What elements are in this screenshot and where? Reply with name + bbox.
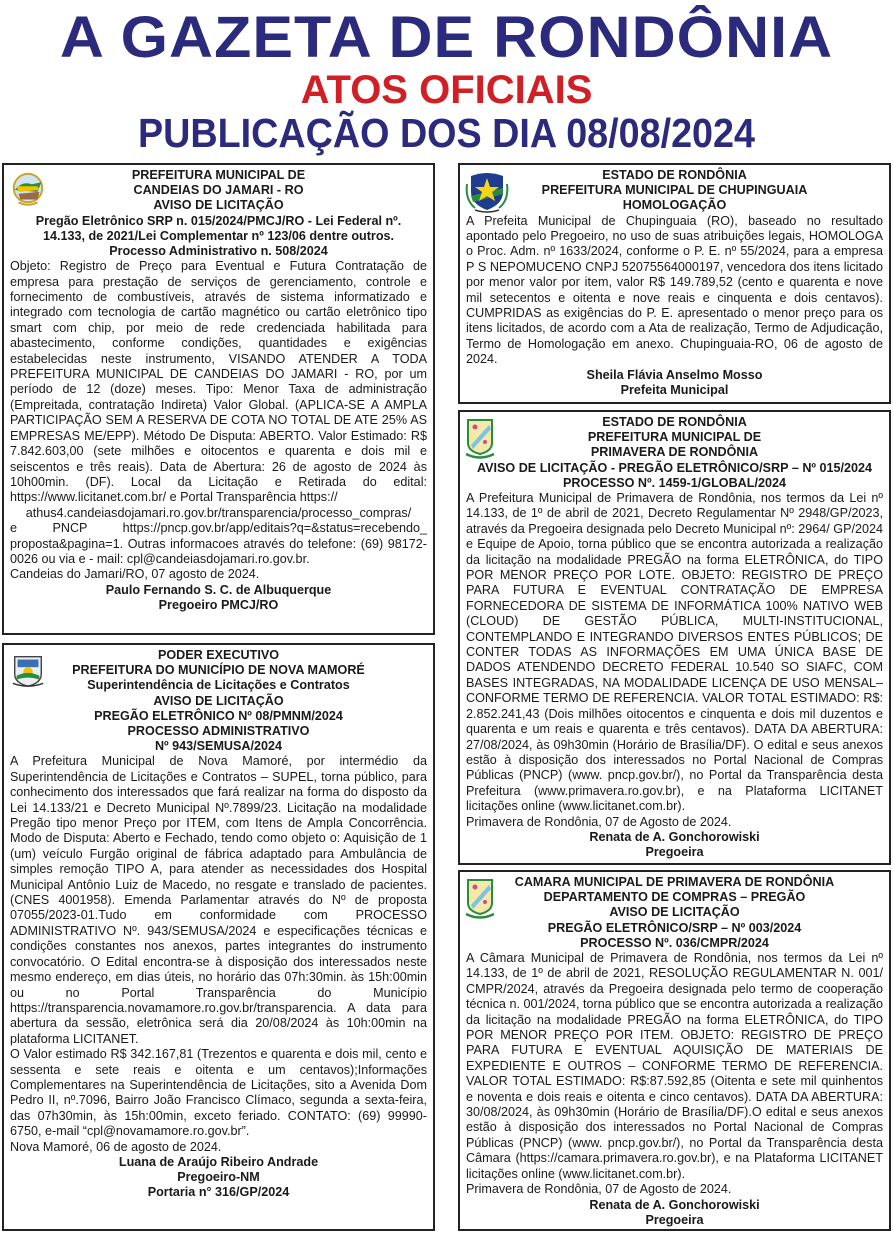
signer-title: Pregoeira xyxy=(645,845,704,860)
signature-block xyxy=(466,830,883,860)
masthead xyxy=(0,0,893,160)
signer-ordinance: Portaria n° 316/GP/2024 xyxy=(147,1185,290,1200)
notice-type: AVISO DE LICITAÇÃO xyxy=(153,198,284,213)
signer-title: Pregoeiro-NM xyxy=(177,1170,260,1185)
notice-body xyxy=(466,491,883,830)
notice-header xyxy=(466,875,883,951)
issuer-line: ESTADO DE RONDÔNIA xyxy=(602,168,747,182)
primavera-de-rondonia-coat-of-arms-icon xyxy=(465,417,495,461)
procurement-reference: PREGÃO ELETRÔNICO/SRP – Nº 003/2024 xyxy=(547,920,802,935)
procurement-reference: AVISO DE LICITAÇÃO - PREGÃO ELETRÔNICO/SRP – Nº 015/2024 xyxy=(476,460,873,475)
place-date: Nova Mamoré, 06 de agosto de 2024. xyxy=(10,1139,222,1154)
section-title: ATOS OFICIAIS xyxy=(300,68,593,112)
place-date: Primavera de Rondônia, 07 de Agosto de 2024. xyxy=(466,814,732,829)
signer-name: Renata de A. Gonchorowiski xyxy=(589,829,760,844)
notice-candeias-do-jamari xyxy=(2,163,435,635)
procurement-reference: PREGÃO ELETRÔNICO Nº 08/PMNM/2024 xyxy=(94,708,343,723)
notice-text: e PNCP https://pncp.gov.br/app/editais?q=&status=recebendo_ proposta&pagina=1. Outras informacoes através do telefone: (69) 98172-0026 ou via e - mail: cpl@candeiasdojamari.ro.gov.br. xyxy=(10,521,427,566)
notice-primavera-de-rondonia xyxy=(458,410,891,865)
signer-name: Paulo Fernando S. C. de Albuquerque xyxy=(105,582,332,597)
process-number: Processo Administrativo n. 508/2024 xyxy=(109,244,328,259)
place-date: Candeias do Jamari/RO, 07 agosto de 2024. xyxy=(10,567,260,582)
notice-text: A Prefeita Municipal de Chupinguaia (RO), baseado no resultado apontado pelo Pregoeiro, no uso de suas atribuições legais, HOMOLOGA o Proc. Adm. nº 1633/2024, conforme o P. E. nº 55/2024, para a empresa P S NEPOMUCENO CNPJ 52075564000197, vencedora dos itens licitado por menor valor por item, valor R$ 149.789,52 (cento e quarenta e nove mil setecentos e oitenta e nove reais e cinquenta e dois centavos). CUMPRIDAS as exigências do P. E. apresentado o menor preço para os itens licitados, de acordo com a Ata de realização, Termo de Adjudicação, Termo de Homologação em anexo. Chupinguaia-RO, 06 de agosto de 2024. xyxy=(466,213,883,367)
issuer-line: PODER EXECUTIVO xyxy=(157,648,280,662)
notice-text: A Prefeitura Municipal de Primavera de Rondônia, nos termos da Lei nº 14.133, de 1º de abril de 2021, Decreto Regulamentar Nº 2948/GP/2023, através da Pregoeira designada pelo Decreto Municipal nº: 2964/ GP/2024 e Equipe de Apoio, torna público que se encontra autorizada a realização da licitação na modalidade PREGÃO na forma ELETRÔNICA, do TIPO POR MENOR PREÇO POR LOTE. OBJETO: REGISTRO DE PREÇO PARA FUTURA E EVENTUAL CONTRATAÇÃO DE EMPRESA FORNECEDORA DE SISTEMA DE INFORMÁTICA 100% NATIVO WEB (CLOUD) DE GESTÃO PÚBLICA, MULTI-INSTITUCIONAL, CONTEMPLANDO E INTEGRANDO DIVERSOS ENTES PÚBLICOS; DE CONTER TODAS AS INFORMAÇÕES EM UMA ÚNICA BASE DE DADOS ATENDENDO DECRETO FEDERAL 10.540 SO SIAFC, COM BASES INTEGRADAS, NA MODALIDADE LICENÇA DE USO MENSAL– CONFORME TERMO DE REFERENCIA. VALOR TOTAL ESTIMADO: R$: 2.852.241,43 (Dois milhões oitocentos e cinquenta e dois mil duzentos e quarenta e um reais e quarenta e três centavos). DATA DA ABERTURA: 27/08/2024, às 09h30min (Horário de Brasília/DF). O edital e seus anexos estão à disposição dos interessados no Portal Nacional de Compras Públicas (PNCP) (www. pncp.gov.br/), no Portal da Transparência desta Prefeitura (www.primavera.ro.gov.br), e na Plataforma LICITANET licitações online (www.licitanet.com.br). xyxy=(466,491,883,814)
transparency-portal-link[interactable]: athus4.candeiasdojamari.ro.gov.br/transparencia/processo_compras/ xyxy=(25,505,412,520)
notice-header xyxy=(10,168,427,259)
signer-name: Renata de A. Gonchorowiski xyxy=(589,1197,760,1212)
notice-text: A Prefeitura Municipal de Nova Mamoré, por intermédio da Superintendência de Licitações e Contratos – SUPEL, torna público, para conhecimento dos interessados que fará realizar na forma do disposto da Lei 14.133/21 e Decreto Municipal Nº.7899/23. Licitação na modalidade Pregão tipo menor Preço por ITEM, com Itens de Ampla Concorrência. Modo de Disputa: Aberto e Fechado, tendo como objeto o: Aquisição de 1 (um) veículo Furgão original de fábrica adaptado para Ambulância de simples remoção TIPO A, para atender as necessidades dos Hospital Municipal Antônio Luiz de Macedo, no resgate e translado de pacientes. (CNES 4001958). Emenda Parlamentar através do Nº de proposta 07055/2023-01.Tudo em conformidade com PROCESSO ADMINISTRATIVO Nº. 943/SEMUSA/2024 e especificações técnicas e condições constantes nos anexos, partes integrantes do instrumento convocatório. O Edital encontra-se à disposição dos interessados neste mesmo endereço, em dias úteis, no horário das 07h:30min. às 15h:00min ou no Portal Transparência do Município https://transparencia.novamamore.ro.gov.br/transparencia. A data para abertura da sessão, eletrônica será dia 20/08/2024 às 10h:00min na plataforma LICITANET. xyxy=(10,754,427,1046)
issuer-line: CANDEIAS DO JAMARI - RO xyxy=(133,183,304,198)
signature-block xyxy=(10,583,427,613)
primavera-de-rondonia-coat-of-arms-icon xyxy=(465,877,495,921)
signer-name: Sheila Flávia Anselmo Mosso xyxy=(586,367,763,382)
issuer-line: PREFEITURA MUNICIPAL DE xyxy=(587,430,762,445)
rondonia-star-shield-icon xyxy=(465,170,509,214)
notice-text: O Valor estimado R$ 342.167,81 (Trezentos e quarenta e dois mil, cento e sessenta e sete reais e oitenta e um centavos);Informações Complementares na Superintendência de Licitações, sito a Avenida Dom Pedro II, nº.7096, Bairro João Francisco Clímaco, segunda a sexta-feira, das 07h30min, às 15h:00min, exceto feriado. CONTATO: (69) 99990-6750, e-mail “cpl@novamamore.ro.gov.br”. xyxy=(10,1047,427,1139)
procurement-reference: 14.133, de 2021/Lei Complementar nº 123/06 dentre outros. xyxy=(42,228,395,243)
notice-nova-mamore xyxy=(2,643,435,1231)
notice-body xyxy=(10,259,427,583)
signer-name: Luana de Araújo Ribeiro Andrade xyxy=(118,1154,319,1169)
notice-text: A Câmara Municipal de Primavera de Rondônia, nos termos da Lei nº 14.133, de 1º de abril de 2021, RESOLUÇÃO REGULAMENTAR N. 001/ CMPR/2024, através da Pregoeira designada pelo termo de cooperação técnica n. 001/2024, torna público que se encontra autorizada a realização da licitação na modalidade PREGÃO na forma ELETRÔNICA, do TIPO POR MENOR PREÇO POR ITEM. OBJETO: REGISTRO DE PREÇO PARA FUTURA E EVENTUAL AQUISIÇÃO DE MATERIAIS DE EXPEDIENTE E OUTROS – CONFORME TERMO DE REFERENCIA. VALOR TOTAL ESTIMADO: R$:87.592,85 (Oitenta e sete mil quinhentos e noventa e dois reais e oitenta e cinco centavos). DATA DA ABERTURA: 30/08/2024, às 09h30min (Horário de Brasília/DF).O edital e seus anexos estão à disposição dos interessados no Portal Nacional de Compras Públicas (PNCP) (www. pncp.gov.br/), no Portal da Transparência desta Câmara (https://camara.primavera.ro.gov.br), e na Plataforma LICITANET licitações online (www.licitanet.com.br). xyxy=(466,951,883,1181)
notice-body xyxy=(10,754,427,1155)
process-number: Nº 943/SEMUSA/2024 xyxy=(154,739,283,754)
place-date: Primavera de Rondônia, 07 de Agosto de 2024. xyxy=(466,1182,732,1197)
procurement-reference: Pregão Eletrônico SRP n. 015/2024/PMCJ/RO - Lei Federal nº. xyxy=(35,213,402,228)
notice-header xyxy=(10,648,427,754)
process-number: PROCESSO Nº. 1459-1/GLOBAL/2024 xyxy=(563,475,786,490)
notice-camara-primavera xyxy=(458,870,891,1231)
department-line: Superintendência de Licitações e Contratos xyxy=(87,678,350,693)
issuer-line: PRIMAVERA DE RONDÔNIA xyxy=(590,445,759,460)
notice-chupinguaia xyxy=(458,163,891,404)
process-label: PROCESSO ADMINISTRATIVO xyxy=(127,724,310,739)
notice-type: AVISO DE LICITAÇÃO xyxy=(153,693,284,708)
publication-date: PUBLICAÇÃO DOS DIA 08/08/2024 xyxy=(137,110,755,156)
signature-block xyxy=(466,1198,883,1228)
notice-body xyxy=(466,214,883,368)
issuer-line: PREFEITURA MUNICIPAL DE CHUPINGUAIA xyxy=(541,183,808,198)
newspaper-title: A GAZETA DE RONDÔNIA xyxy=(59,5,834,70)
notice-header xyxy=(466,168,883,214)
notice-body xyxy=(466,951,883,1198)
notice-type: HOMOLOGAÇÃO xyxy=(622,198,727,213)
candeias-do-jamari-coat-of-arms-icon xyxy=(9,170,47,210)
signature-block xyxy=(466,368,883,398)
notice-header xyxy=(466,415,883,491)
notice-text: Objeto: Registro de Preço para Eventual e Futura Contratação de empresa para prestação de serviços de gerenciamento, controle e fornecimento de combustíveis, através de sistema informatizado e integrado com tecnologia de cartão magnético ou cartão eletrônico tipo smart com chip, por meio de rede credenciada habilitada para abastecimento, conforme condições, quantidades e exigências estabelecidas neste instrumento, VISANDO ATENDER A TODA PREFEITURA MUNICIPAL DE CANDEIAS DO JAMARI - RO, por um período de 12 (doze) meses. Tipo: Menor Taxa de administração (Empreitada, contratação Indireta) Valor Global. (APLICA-SE A AMPLA PARTICIPAÇÃO SEM A RESERVA DE COTA NO TOTAL DE ATE 25% AS EMPRESAS ME/EPP). Método De Disputa: ABERTO. Valor Estimado: R$ 7.842.603,00 (sete milhões e oitocentos e quarenta e dois mil e seiscentos e três reais). Data de Abertura: 26 de agosto de 2024 às 10h00min. (DF). Local da Licitação e Retirada do edital: https://www.licitanet.com.br/ e Portal Transparência https:// xyxy=(10,259,427,505)
signer-title: Prefeita Municipal xyxy=(620,382,729,397)
signer-title: Pregoeira xyxy=(645,1212,704,1227)
signer-title: Pregoeiro PMCJ/RO xyxy=(158,597,279,612)
issuer-line: CAMARA MUNICIPAL DE PRIMAVERA DE RONDÔNIA xyxy=(514,875,835,889)
department-line: DEPARTAMENTO DE COMPRAS – PREGÃO xyxy=(543,890,806,905)
issuer-line: PREFEITURA MUNICIPAL DE xyxy=(131,168,306,182)
issuer-line: PREFEITURA DO MUNICÍPIO DE NOVA MAMORÉ xyxy=(72,663,365,678)
signature-block xyxy=(10,1155,427,1201)
issuer-line: ESTADO DE RONDÔNIA xyxy=(602,415,747,429)
process-number: PROCESSO Nº. 036/CMPR/2024 xyxy=(580,935,769,950)
notice-type: AVISO DE LICITAÇÃO xyxy=(609,905,740,920)
nova-mamore-coat-of-arms-icon xyxy=(9,650,47,690)
